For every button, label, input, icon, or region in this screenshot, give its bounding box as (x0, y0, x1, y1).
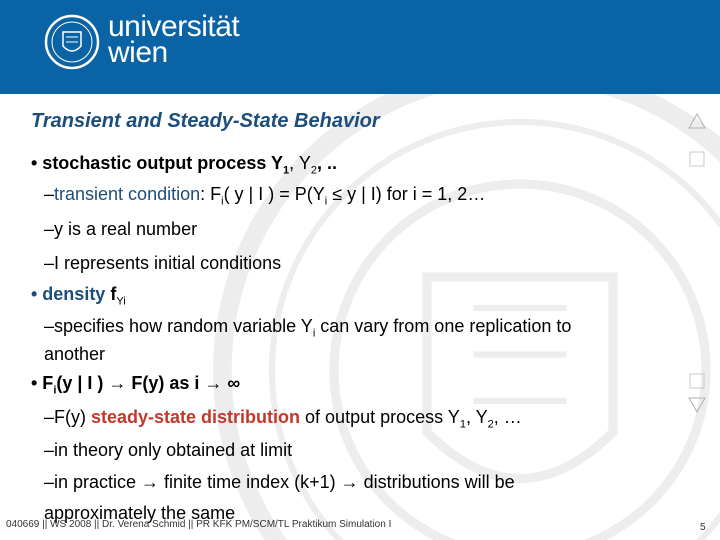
university-seal-icon (44, 14, 100, 70)
subline-theory: –in theory only obtained at limit (44, 440, 293, 460)
sub5-term: steady-state distribution (91, 407, 301, 427)
subline-practice-cont: approximately the same (44, 503, 236, 523)
sub5-sub2: 2 (487, 418, 494, 431)
bullet-output-process (31, 152, 337, 182)
bullet1-suffix: , .. (316, 153, 337, 173)
sub5-suffix: , … (493, 407, 522, 427)
wordmark-line1: universität (108, 10, 240, 43)
sub1-text-b: ( y | I ) = P(Y (223, 184, 325, 204)
side-arrow-decoration-icon (686, 112, 708, 428)
subline-specifies-cont: another (44, 344, 106, 364)
university-wordmark (108, 10, 240, 69)
subline-real-number: –y is a real number (44, 219, 198, 239)
sub1-text-c: ≤ y | I) for i = 1, 2… (327, 184, 486, 204)
sub1-term: transient condition (54, 184, 201, 204)
subline-specifies (44, 315, 571, 345)
bullet3-suffix: (y | I ) → F(y) as i → ∞ (56, 373, 241, 393)
subline-transient-condition (44, 183, 485, 213)
sub4-text-a: –specifies how random variable Y (44, 316, 313, 336)
sub4-text-b: can vary from one replication to (315, 316, 572, 336)
bullet3-prefix: • F (31, 373, 54, 393)
footer-text: 040669 || WS 2008 || Dr. Verena Schmid || PR KFK PM/SCM/TL Praktikum Simulation I (6, 519, 392, 530)
bullet2-term: • density (31, 284, 106, 304)
sub1-sub-i: i (221, 195, 224, 208)
bullet2-text: f (105, 284, 117, 304)
sub5-sep: , Y (465, 407, 488, 427)
subline-practice: –in practice → finite time index (k+1) → distributions will be (44, 472, 515, 492)
subline-steady-state (44, 406, 522, 436)
sub4-sub-i: i (312, 327, 316, 340)
bullet2-sub: Yi (116, 295, 126, 308)
sub1-dash: – (44, 184, 55, 204)
bullet1-prefix: • stochastic output process Y (31, 153, 284, 173)
header-band (0, 0, 720, 94)
sub5-text-a: –F(y) (44, 407, 91, 427)
sub5-sub1: 1 (459, 418, 466, 431)
bullet1-sep: , Y (289, 153, 311, 173)
sub5-text-b: of output process Y (300, 407, 460, 427)
bullet3-sub-i: i (53, 384, 57, 397)
bullet-convergence (31, 372, 240, 402)
page-number: 5 (700, 522, 706, 533)
subline-initial-conditions: –I represents initial conditions (44, 253, 282, 273)
sub1-sub-i2: i (324, 195, 328, 208)
bullet1-sub2: 2 (310, 164, 317, 177)
bullet1-sub1: 1 (283, 164, 290, 177)
sub1-text-a: : F (200, 184, 222, 204)
bullet-density (31, 283, 126, 313)
slide-title: Transient and Steady-State Behavior (31, 110, 380, 132)
wordmark-line2: wien (108, 36, 168, 69)
